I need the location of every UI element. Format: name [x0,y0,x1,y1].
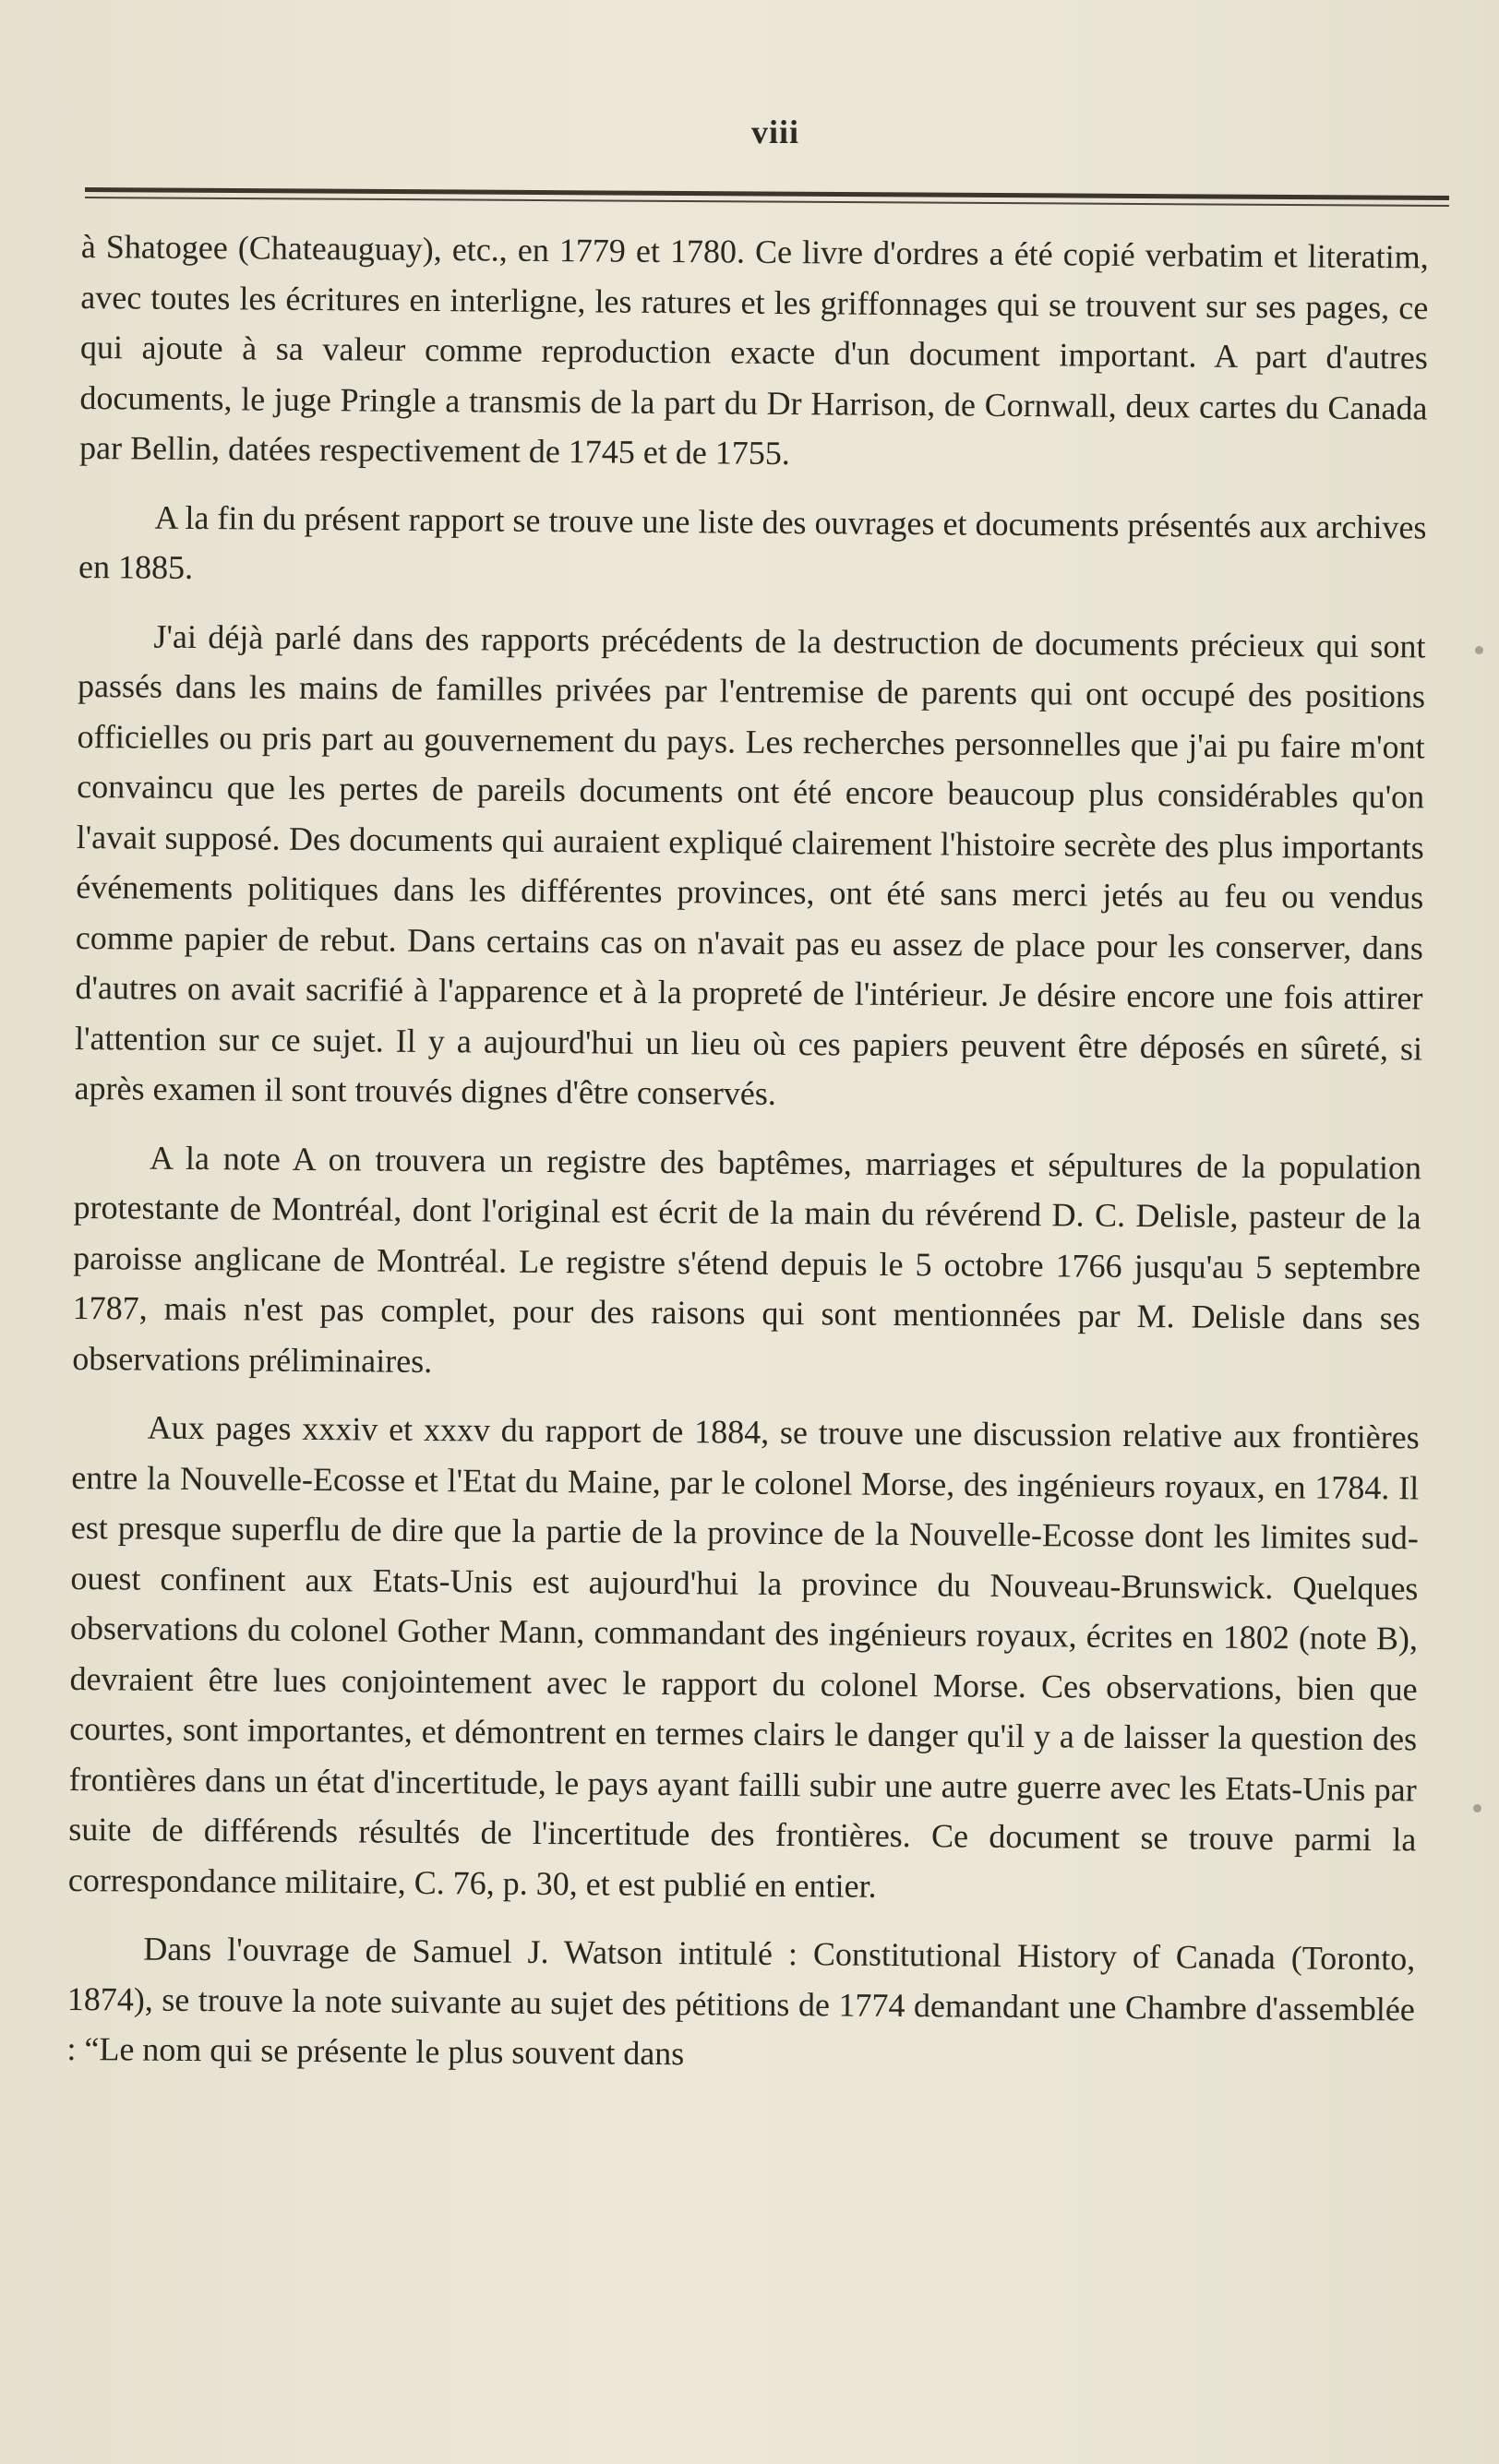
paragraph-frontiers: Aux pages xxxiv et xxxv du rapport de 1884, se trouve une discussion relative aux frontières entre la Nouvelle-Ecosse et l'Etat du Maine, par le colonel Morse, des ingénieurs royaux, en 1784. Il est presque superflu de dire que la partie de la province de la Nouvelle-Ecosse dont les limites sud-ouest confinent aux Etats-Unis est aujourd'hui la province du Nouveau-Brunswick. Quelques observations du colonel Gother Mann, commandant des ingénieurs royaux, écrites en 1802 (note B), devraient être lues conjointement avec le rapport du colonel Morse. Ces observations, bien que courtes, sont importantes, et démontrent en termes clairs le danger qu'il y a de laisser la question des frontières dans un état d'incertitude, le pays ayant failli subir une autre guerre avec les Etats-Unis par suite de différends résultés de l'incertitude des frontières. Ce document se trouve parmi la correspondance militaire, C. 76, p. 30, et est publié en entier. [67,1408,1420,1905]
paragraph-list-of-works: A la fin du présent rapport se trouve une liste des ouvrages et documents présentés aux archives en 1885. [78,498,1427,586]
paragraph-watson-history: Dans l'ouvrage de Samuel J. Watson intitulé : Constitutional History of Canada (Toronto, 1874), se trouve la note suivante au sujet des pétitions de 1774 demandant une Chambre d'assemblée : “Le nom qui se présente le plus souvent dans [66,1930,1416,2073]
paragraph-destruction-of-documents: J'ai déjà parlé dans des rapports précédents de la destruction de documents précieux qui sont passés dans les mains de familles privées par l'entremise de parents qui ont occupé des positions officielles ou pris part au gouvernement du pays. Les recherches personnelles que j'ai pu faire m'ont convaincu que les pertes de pareils documents ont été encore beaucoup plus considérables qu'on l'avait supposé. Des documents qui auraient expliqué clairement l'histoire secrète des plus importants événements politiques dans les différentes provinces, ont été sans merci jetés au feu ou vendus comme papier de rebut. Dans certains cas on n'avait pas eu assez de place pour les conserver, dans d'autres on avait sacrifié à l'apparence et à la propreté de l'intérieur. Je désire encore une fois attirer l'attention sur ce sujet. Il y a aujourd'hui un lieu où ces papiers peuvent être déposés en sûreté, si après examen il sont trouvés dignes d'être conservés. [74,617,1426,1112]
page-number: viii [750,114,799,150]
margin-speck [1473,1804,1481,1812]
body-text [66,221,1429,2085]
margin-speck [1475,646,1483,654]
header-rule [85,187,1449,209]
paragraph-continued: à Shatogee (Chateauguay), etc., en 1779 et 1780. Ce livre d'ordres a été copié verbatim et literatim, avec toutes les écritures en interligne, les ratures et les griffonnages qui se trouvent sur ses pages, ce qui ajoute à sa valeur comme reproduction exacte d'un document important. A part d'autres documents, le juge Pringle a transmis de la part du Dr Harrison, de Cornwall, deux cartes du Canada par Bellin, datées respectivement de 1745 et de 1755. [78,227,1429,472]
paragraph-note-a-register: A la note A on trouvera un registre des baptêmes, marriages et sépultures de la population protestante de Montréal, dont l'original est écrit de la main du révérend D. C. Delisle, pasteur de la paroisse anglicane de Montréal. Le registre s'étend depuis le 5 octobre 1766 jusqu'au 5 septembre 1787, mais n'est pas complet, pour des raisons qui sont mentionnées par M. Delisle dans ses observations préliminaires. [72,1139,1422,1380]
